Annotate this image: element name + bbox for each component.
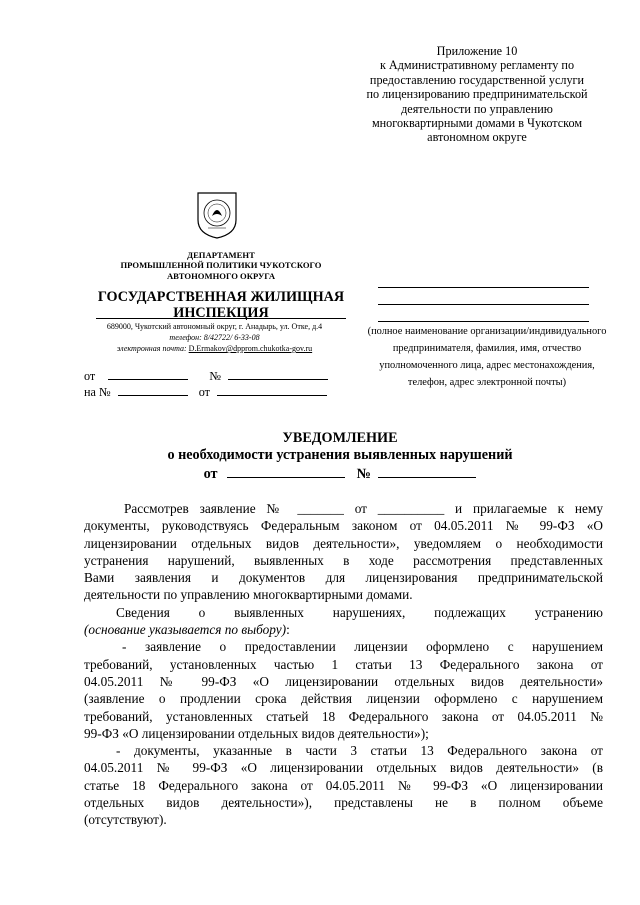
- notice-body: [84, 500, 603, 829]
- body-line: Сведения о выявленных нарушениях, подлежащих устранению: [116, 604, 603, 620]
- body-line: [84, 621, 603, 638]
- phone-number: 8/42722/ 6-33-08: [203, 333, 260, 342]
- appendix-line: автономном округе: [427, 130, 527, 145]
- recipient-blank-line[interactable]: [378, 305, 589, 322]
- body-line: отдельных видов деятельности»), представлены не в полном объеме: [84, 795, 603, 811]
- department-line: ПРОМЫШЛЕННОЙ ПОЛИТИКИ ЧУКОТСКОГО: [120, 260, 322, 271]
- body-line: (отсутствуют).: [84, 812, 167, 828]
- email-link[interactable]: D.Ermakov@dpprom.chukotka-gov.ru: [188, 344, 313, 353]
- title-date-blank[interactable]: [227, 464, 345, 478]
- appendix-line: Приложение 10: [436, 44, 518, 58]
- body-line: 99-ФЗ «О лицензировании отдельных видов деятельности»);: [84, 725, 429, 741]
- notice-title: [120, 430, 560, 483]
- department-line: ДЕПАРТАМЕНТ: [187, 250, 255, 260]
- phone-line: [82, 332, 347, 343]
- body-line: требований, установленных частью 1 статьи 13 Федерального закона от: [84, 656, 603, 672]
- appendix-line: предоставлению государственной услуги: [369, 72, 585, 87]
- body-line: - документы, указанные в части 3 статьи 13 Федерального закона от: [116, 743, 603, 759]
- reply-number-blank[interactable]: [118, 384, 188, 396]
- appendix-line: деятельности по управлению: [401, 101, 553, 116]
- department-name: [96, 250, 346, 281]
- to-from-label: от: [198, 385, 210, 399]
- from-label: от: [84, 369, 96, 383]
- recipient-caption-line: предпринимателя, фамилия, имя, отчество: [392, 343, 582, 354]
- body-line: устранения нарушений, выявленных в ходе рассмотрения представленных: [84, 552, 603, 568]
- postal-address: 689000, Чукотский автономный округ, г. Анадырь, ул. Отке, д.4: [106, 322, 323, 331]
- body-line: документы, руководствуясь Федеральным законом от 04.05.2011 № 99-ФЗ «О: [84, 518, 603, 534]
- reply-date-blank[interactable]: [217, 384, 327, 396]
- recipient-blank-line[interactable]: [378, 271, 589, 288]
- appendix-header: [350, 44, 604, 145]
- body-line: деятельности по управлению многоквартирными домами.: [84, 587, 413, 603]
- inspection-line: ИНСПЕКЦИЯ: [173, 304, 269, 321]
- appendix-line: многоквартирными домами в Чукотском: [371, 116, 583, 131]
- body-line: (заявление о продлении срока действия лицензии оформлено с нарушением: [84, 691, 603, 707]
- body-line: статье 18 Федерального закона от 04.05.2011 № 99-ФЗ «О лицензировании: [84, 777, 603, 793]
- body-line: Вами заявления и документов для лицензирования предпринимательской: [84, 570, 603, 586]
- body-line: - заявление о предоставлении лицензии оформлено с нарушением: [122, 639, 603, 655]
- email-label: электронная почта:: [116, 344, 187, 353]
- number-blank[interactable]: [228, 368, 328, 380]
- date-blank[interactable]: [108, 368, 188, 380]
- recipient-blank-lines: [378, 271, 589, 322]
- basis-note: (основание указывается по выбору): [84, 622, 287, 638]
- notice-heading: УВЕДОМЛЕНИЕ: [282, 430, 398, 446]
- sender-address-block: [82, 321, 347, 354]
- coat-of-arms-icon: [194, 190, 240, 240]
- body-line: 04.05.2011 № 99-ФЗ «О лицензировании отдельных видов деятельности»: [84, 673, 603, 689]
- recipient-caption-line: (полное наименование организации/индивидуального: [367, 326, 607, 337]
- title-number-blank[interactable]: [378, 464, 476, 478]
- notice-date-number: [120, 464, 560, 483]
- appendix-line: по лицензированию предпринимательской: [366, 87, 588, 102]
- body-line: требований, установленных статьей 18 Федерального закона от 04.05.2011 №: [84, 708, 603, 724]
- header-divider: [96, 318, 346, 319]
- recipient-caption: [356, 323, 618, 391]
- body-line: 04.05.2011 № 99-ФЗ «О лицензировании отдельных видов деятельности» (в: [84, 760, 603, 776]
- inspection-line: ГОСУДАРСТВЕННАЯ ЖИЛИЩНАЯ: [97, 289, 345, 305]
- to-number-label: на №: [84, 385, 111, 399]
- recipient-caption-line: телефон, адрес электронной почты): [407, 377, 567, 388]
- body-line: Рассмотрев заявление № _______ от __________ и прилагаемые к нему: [124, 501, 603, 516]
- reference-row: [84, 368, 328, 384]
- title-number-label: №: [356, 466, 371, 482]
- department-line: АВТОНОМНОГО ОКРУГА: [166, 270, 276, 281]
- notice-subheading: о необходимости устранения выявленных нарушений: [167, 447, 513, 463]
- number-label: №: [209, 369, 221, 383]
- reference-fields: [84, 368, 328, 400]
- title-from-label: от: [203, 466, 218, 482]
- body-line: лицензировании отдельных видов деятельности», уведомляем о необходимости: [84, 535, 603, 551]
- email-line: [82, 343, 347, 354]
- reply-reference-row: [84, 384, 328, 400]
- basis-colon: :: [286, 622, 290, 638]
- phone-label: телефон:: [169, 333, 202, 342]
- appendix-line: к Административному регламенту по: [379, 58, 575, 73]
- inspection-name: [96, 290, 346, 321]
- recipient-blank-line[interactable]: [378, 288, 589, 305]
- recipient-caption-line: уполномоченного лица, адрес местонахождения,: [379, 360, 595, 371]
